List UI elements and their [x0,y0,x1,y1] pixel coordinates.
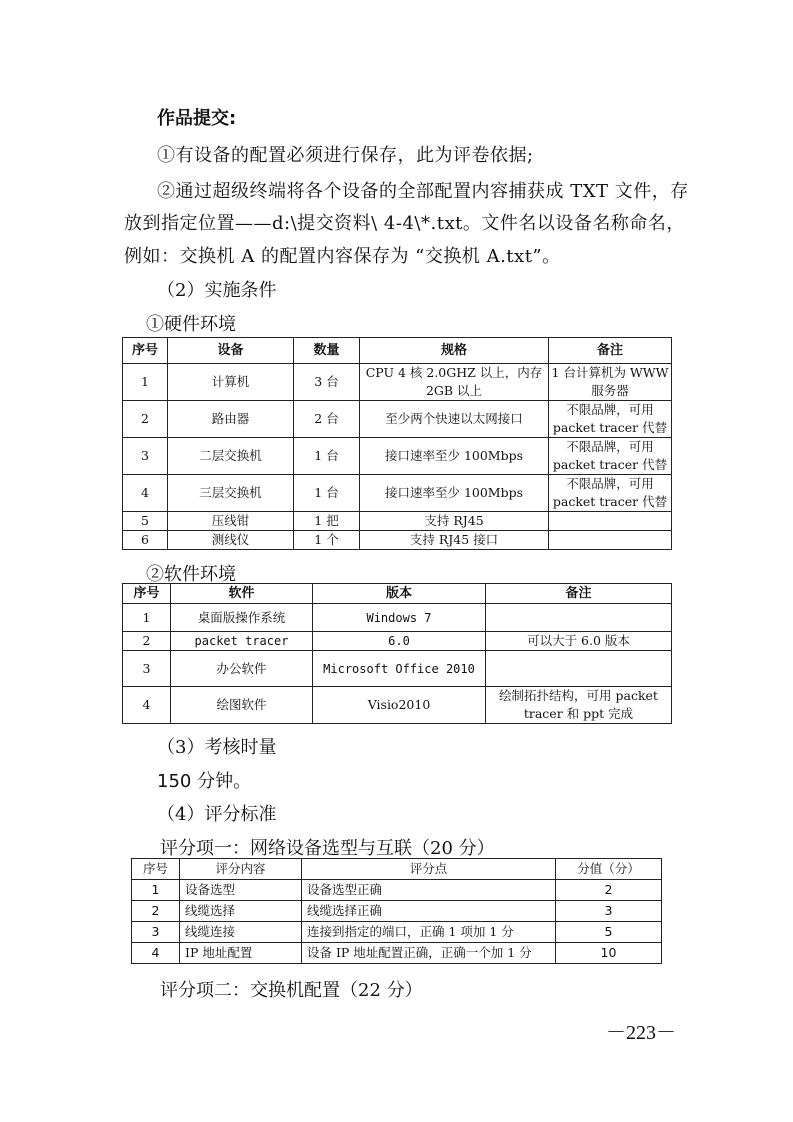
table-cell: 设备选型 [180,880,302,901]
table-row [123,364,672,401]
submission-item-1: ①有设备的配置必须进行保存，此为评卷依据; [157,145,534,166]
table-cell: packet tracer [171,632,313,651]
table-cell: 三层交换机 [168,475,294,512]
table-cell: 1 台 [294,438,360,475]
table-cell: 1 [123,364,168,401]
table-cell: Visio2010 [313,687,486,724]
table-cell: IP 地址配置 [180,943,302,964]
table-row [123,632,672,651]
table-cell: 2 [123,632,171,651]
submission-item-2-line-2: 放到指定位置——d:\提交资料\ 4-4\*.txt。文件名以设备名称命名， [124,213,685,234]
table-cell: 4 [123,475,168,512]
table-cell: Windows 7 [313,604,486,632]
duration-heading: （3）考核时量 [157,737,277,758]
table-cell: 2 [132,901,180,922]
table-header-cell: 评分点 [302,859,556,880]
table-header-cell: 评分内容 [180,859,302,880]
table-cell: 办公软件 [171,651,313,687]
table-row [123,651,672,687]
table-cell: 不限品牌，可用 packet tracer 代替 [549,475,672,512]
table-cell: 线缆选择正确 [302,901,556,922]
table-row [132,901,662,922]
table-cell [549,531,672,550]
table-row [123,687,672,724]
table-cell: 测线仪 [168,531,294,550]
table-cell: 可以大于 6.0 版本 [486,632,672,651]
table-cell: 设备 IP 地址配置正确，正确一个加 1 分 [302,943,556,964]
table-row [123,604,672,632]
scoring-table-header [132,859,662,880]
table-header-cell: 序号 [123,338,168,364]
table-cell: 支持 RJ45 [360,512,549,531]
table-header-cell: 数量 [294,338,360,364]
table-cell: 5 [123,512,168,531]
table-cell: 接口速率至少 100Mbps [360,438,549,475]
table-cell: 1 个 [294,531,360,550]
table-cell: 3 [556,901,662,922]
hardware-title: ①硬件环境 [146,314,236,335]
table-cell: 二层交换机 [168,438,294,475]
table-cell: Microsoft Office 2010 [313,651,486,687]
conditions-heading: （2）实施条件 [157,280,277,301]
table-header-cell: 备注 [549,338,672,364]
table-row [123,531,672,550]
table-cell: 至少两个快速以太网接口 [360,401,549,438]
table-cell: 1 [123,604,171,632]
table-cell: 6.0 [313,632,486,651]
hardware-table [122,337,672,550]
table-header-cell: 备注 [486,584,672,604]
table-cell: 5 [556,922,662,943]
table-cell: 线缆选择 [180,901,302,922]
table-cell: 6 [123,531,168,550]
table-cell: 10 [556,943,662,964]
table-cell [486,604,672,632]
table-cell: 绘制拓扑结构，可用 packet tracer 和 ppt 完成 [486,687,672,724]
table-row [123,438,672,475]
scoring-item-2-title: 评分项二：交换机配置（22 分） [160,980,423,1001]
table-cell: 绘图软件 [171,687,313,724]
table-cell: 2 台 [294,401,360,438]
table-header-cell: 版本 [313,584,486,604]
table-cell: 3 [123,651,171,687]
table-cell [549,512,672,531]
table-cell: 路由器 [168,401,294,438]
table-row [123,475,672,512]
table-cell: 压线钳 [168,512,294,531]
scoring-table [131,858,662,964]
table-cell: 3 台 [294,364,360,401]
table-cell: 不限品牌，可用 packet tracer 代替 [549,401,672,438]
table-header-cell: 软件 [171,584,313,604]
table-cell: 2 [556,880,662,901]
duration-value: 150 分钟。 [157,771,252,792]
table-row [132,943,662,964]
table-cell: 4 [123,687,171,724]
table-cell: 1 [132,880,180,901]
table-header-cell: 规格 [360,338,549,364]
table-cell [486,651,672,687]
table-header-cell: 序号 [123,584,171,604]
table-cell: 桌面版操作系统 [171,604,313,632]
table-cell: 接口速率至少 100Mbps [360,475,549,512]
table-header-cell: 设备 [168,338,294,364]
submission-item-2-line-1: ②通过超级终端将各个设备的全部配置内容捕获成 TXT 文件，存 [157,181,689,202]
table-cell: 3 [123,438,168,475]
page-number: －223－ [606,1022,676,1044]
table-cell: 1 台计算机为 WWW 服务器 [549,364,672,401]
table-row [132,880,662,901]
table-cell: 1 把 [294,512,360,531]
table-cell: 不限品牌，可用 packet tracer 代替 [549,438,672,475]
scoring-heading: （4）评分标准 [157,804,277,825]
table-cell: 设备选型正确 [302,880,556,901]
software-table-header [123,584,672,604]
table-row [123,512,672,531]
table-cell: 2 [123,401,168,438]
hardware-table-header [123,338,672,364]
table-cell: 3 [132,922,180,943]
table-row [123,401,672,438]
table-cell: 线缆连接 [180,922,302,943]
table-cell: 4 [132,943,180,964]
table-cell: CPU 4 核 2.0GHZ 以上，内存 2GB 以上 [360,364,549,401]
table-cell: 计算机 [168,364,294,401]
table-cell: 1 台 [294,475,360,512]
submission-item-2-line-3: 例如：交换机 A 的配置内容保存为 “交换机 A.txt”。 [124,246,561,267]
table-cell: 连接到指定的端口，正确 1 项加 1 分 [302,922,556,943]
table-row [132,922,662,943]
table-header-cell: 序号 [132,859,180,880]
software-table [122,583,672,724]
software-title: ②软件环境 [146,564,236,585]
scoring-item-1-title: 评分项一：网络设备选型与互联（20 分） [160,838,495,859]
submission-heading: 作品提交: [157,108,237,129]
table-cell: 支持 RJ45 接口 [360,531,549,550]
table-header-cell: 分值（分） [556,859,662,880]
